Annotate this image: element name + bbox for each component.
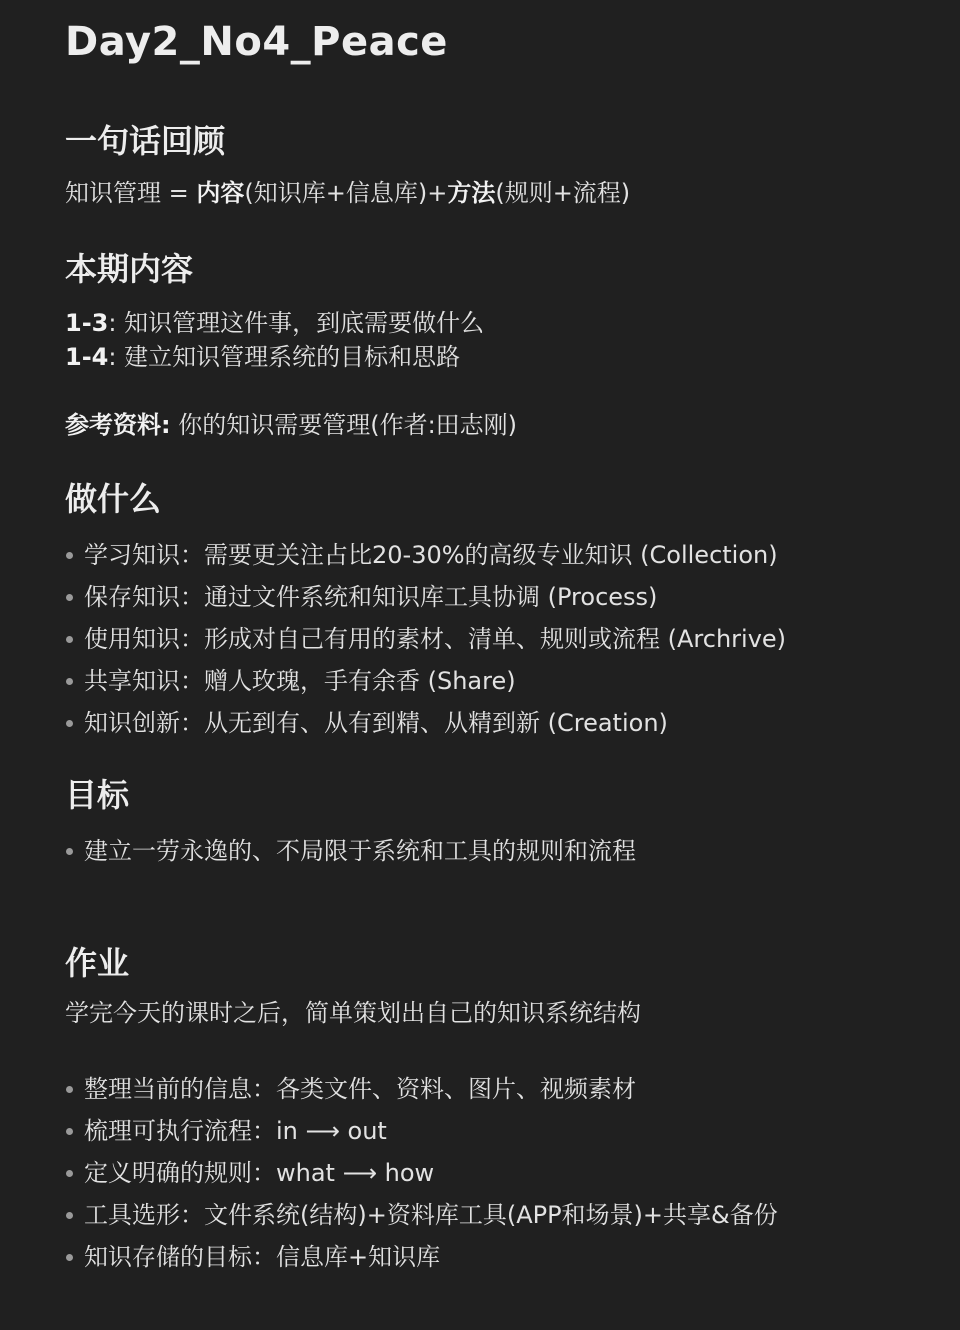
bullet-icon (66, 1212, 73, 1219)
goal-heading: 目标 (65, 776, 130, 814)
recap-heading: 一句话回顾 (65, 122, 226, 160)
list-item: 工具选形：文件系统(结构)+资料库工具(APP和场景)+共享&备份 (65, 1194, 778, 1236)
bullet-icon (66, 1254, 73, 1261)
what-list (65, 534, 786, 744)
bullet-icon (66, 594, 73, 601)
content-item (65, 340, 460, 374)
list-item: 使用知识：形成对自己有用的素材、清单、规则或流程 (Archrive) (65, 618, 786, 660)
reference-text: 你的知识需要管理(作者:田志刚) (170, 411, 518, 439)
recap-bold-content: 内容 (196, 179, 245, 207)
bullet-icon (66, 848, 73, 855)
homework-heading: 作业 (65, 944, 130, 982)
list-item: 共享知识：赠人玫瑰，手有余香 (Share) (65, 660, 786, 702)
content-item-number: 1-4 (65, 343, 109, 371)
reference-label: 参考资料: (65, 411, 171, 439)
what-heading: 做什么 (65, 480, 162, 518)
list-item: 知识存储的目标：信息库+知识库 (65, 1236, 778, 1278)
content-item-number: 1-3 (65, 309, 109, 337)
content-item-text: : 知识管理这件事，到底需要做什么 (108, 309, 485, 337)
list-item: 建立一劳永逸的、不局限于系统和工具的规则和流程 (65, 830, 636, 872)
content-heading: 本期内容 (65, 250, 194, 288)
goal-list (65, 830, 636, 872)
bullet-icon (66, 636, 73, 643)
bullet-icon (66, 1128, 73, 1135)
recap-suffix: (规则+流程) (495, 179, 631, 207)
bullet-icon (66, 678, 73, 685)
page-title: Day2_No4_Peace (65, 19, 448, 65)
reference-line (65, 408, 517, 442)
bullet-icon (66, 1086, 73, 1093)
recap-bold-method: 方法 (447, 179, 496, 207)
bullet-icon (66, 552, 73, 559)
bullet-icon (66, 1170, 73, 1177)
list-item: 学习知识：需要更关注占比20-30%的高级专业知识 (Collection) (65, 534, 786, 576)
list-item: 知识创新：从无到有、从有到精、从精到新 (Creation) (65, 702, 786, 744)
bullet-icon (66, 720, 73, 727)
list-item: 整理当前的信息：各类文件、资料、图片、视频素材 (65, 1068, 778, 1110)
list-item: 保存知识：通过文件系统和知识库工具协调 (Process) (65, 576, 786, 618)
recap-prefix: 知识管理 = (65, 179, 197, 207)
recap-mid: (知识库+信息库)+ (244, 179, 448, 207)
content-item (65, 306, 484, 340)
list-item: 梳理可执行流程：in ⟶ out (65, 1110, 778, 1152)
homework-list (65, 1068, 778, 1278)
list-item: 定义明确的规则：what ⟶ how (65, 1152, 778, 1194)
content-item-text: : 建立知识管理系统的目标和思路 (108, 343, 461, 371)
recap-text (65, 176, 630, 210)
homework-intro: 学完今天的课时之后，简单策划出自己的知识系统结构 (65, 999, 641, 1027)
